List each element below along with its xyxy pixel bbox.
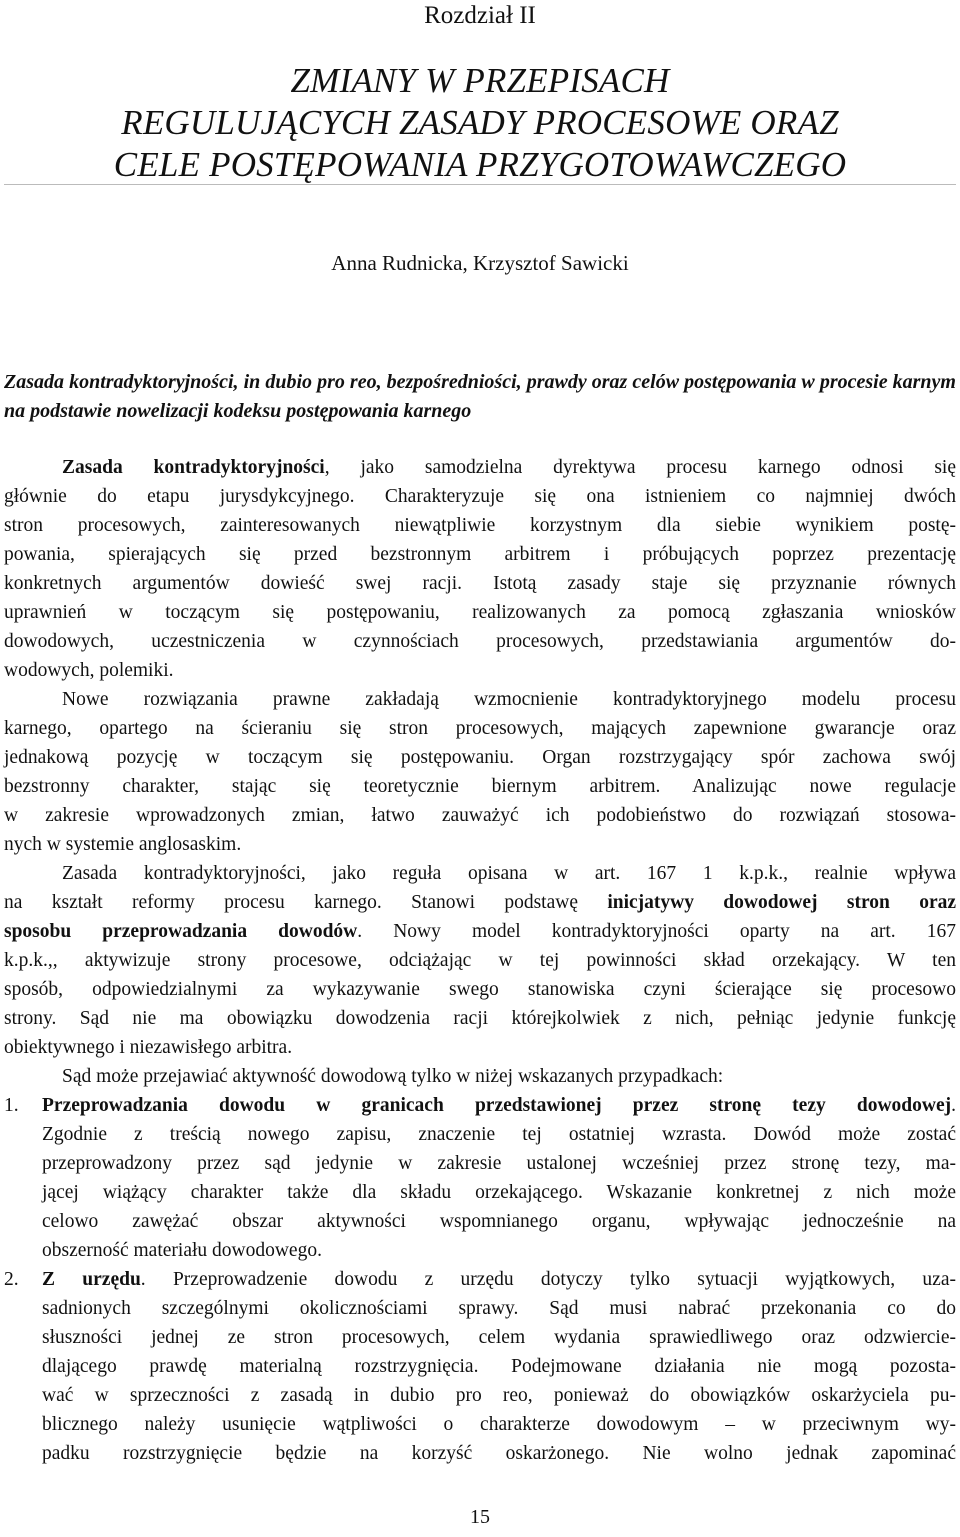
bold-term: sposobu przeprowadzania dowodów — [4, 921, 358, 942]
page-number: 15 — [470, 1506, 490, 1528]
paragraph-line: Zasada kontradyktoryjności, jako samodzielna dyrektywa procesu karnego odnosi się — [62, 457, 956, 478]
paragraph-line: jednakową pozycję w toczącym się postępowaniu. Organ rozstrzygający spór zachowa swój — [4, 747, 956, 768]
paragraph-line: sposobu przeprowadzania dowodów. Nowy model kontradyktoryjności oparty na art. 167 — [4, 921, 957, 942]
body-text — [4, 453, 956, 1468]
bold-term: Z urzędu — [42, 1269, 141, 1290]
list-item — [4, 1091, 956, 1265]
paragraph-line: obszerność materiału dowodowego. — [42, 1240, 322, 1261]
paragraph-line: dowodowych, uczestniczenia w czynnościach procesowych, przedstawiania argumentów do- — [4, 631, 956, 652]
paragraph-line: strony. Sąd nie ma obowiązku dowodzenia racji którejkolwiek z nich, pełniąc jedynie funkcję — [4, 1008, 956, 1029]
paragraph-line: Zgodnie z treścią nowego zapisu, znaczenie tej ostatniej wzrasta. Dowód może zostać — [42, 1124, 956, 1145]
paragraph-line: obiektywnego i niezawisłego arbitra. — [4, 1037, 293, 1058]
list-number: 2. — [4, 1269, 19, 1290]
paragraph-line: konkretnych argumentów dowieść swej racji. Istotą zasady staje się przyznanie równych — [4, 573, 956, 594]
paragraph-line: Zasada kontradyktoryjności, jako reguła opisana w art. 167 1 k.p.k., realnie wpływa — [62, 863, 956, 884]
paragraph-line: jącej wiążący charakter także dla składu orzekającego. Wskazanie konkretnej z nich może — [42, 1182, 956, 1203]
paragraph-line: wodowych, polemiki. — [4, 660, 174, 681]
title-divider — [4, 184, 956, 185]
authors: Anna Rudnicka, Krzysztof Sawicki — [331, 251, 629, 275]
paragraph-line: sadnionych szczególnymi okolicznościami sprawy. Sąd musi nabrać przekonania co do — [42, 1298, 956, 1319]
paragraph-line: wać w sprzeczności z zasadą in dubio pro reo, ponieważ do obowiązków oskarżyciela pu- — [42, 1385, 956, 1406]
paragraph-line: głównie do etapu jurysdykcyjnego. Charakteryzuje się ona istnieniem co najmniej dwóch — [4, 486, 956, 507]
title-line: ZMIANY W PRZEPISACH — [290, 61, 670, 100]
paragraph-line: blicznego należy usunięcie wątpliwości o charakterze dowodowym – w przeciwnym wy- — [42, 1414, 956, 1435]
title-line: REGULUJĄCYCH ZASADY PROCESOWE ORAZ — [121, 103, 839, 142]
paragraph-line: nych w systemie anglosaskim. — [4, 834, 242, 855]
paragraph-line: Sąd może przejawiać aktywność dowodową tylko w niżej wskazanych przypadkach: — [62, 1066, 724, 1087]
paragraph-line: sposób, odpowiedzialnymi za wykazywanie swego stanowiska czyni ścierające się procesowo — [4, 979, 956, 1000]
paragraph-line: karnego, opartego na ścieraniu się stron procesowych, mających zapewnione gwarancje oraz — [4, 718, 956, 739]
paragraph-line: przeprowadzony przez sąd jedynie w zakresie ustalonej wcześniej przez stronę tezy, ma- — [42, 1153, 956, 1174]
bold-term: Zasada kontradyktoryjności — [62, 457, 325, 478]
paragraph-line: Z urzędu. Przeprowadzenie dowodu z urzędu dotyczy tylko sytuacji wyjątkowych, uza- — [42, 1269, 956, 1290]
paragraph-line: stron procesowych, zainteresowanych niewątpliwie korzystnym dla siebie wynikiem postę- — [4, 515, 956, 536]
paragraph-line: k.p.k.,, aktywizuje strony procesowe, odciążając w tej powinności skład orzekający. W ten — [4, 950, 956, 971]
bold-term: inicjatywy dowodowej stron oraz — [607, 892, 956, 913]
section-heading: Zasada kontradyktoryjności, in dubio pro reo, bezpośredniości, prawdy oraz celów postępowania w procesie karnym na podstawie nowelizacji kodeksu postępowania karnego — [4, 371, 956, 422]
bold-term: Przeprowadzania dowodu w granicach przedstawionej przez stronę tezy dowodowej — [42, 1095, 952, 1116]
paragraph-line: Nowe rozwiązania prawne zakładają wzmocnienie kontradyktoryjnego modelu procesu — [62, 689, 956, 710]
paragraph-line: powania, spierających się przed bezstronnym arbitrem i próbujących poprzez prezentację — [4, 544, 956, 565]
paragraph-line: uprawnień w toczącym się postępowaniu, realizowanych za pomocą zgłaszania wniosków — [4, 602, 956, 623]
title-line: CELE POSTĘPOWANIA PRZYGOTOWAWCZEGO — [113, 145, 847, 184]
paragraph-line: bezstronny charakter, stając się teoretycznie biernym arbitrem. Analizując nowe regulacje — [4, 776, 956, 797]
paragraph-line: Przeprowadzania dowodu w granicach przedstawionej przez stronę tezy dowodowej. — [42, 1095, 956, 1116]
paragraph-line: w zakresie wprowadzonych zmian, łatwo zauważyć ich podobieństwo do rozwiązań stosowa- — [4, 805, 956, 826]
list-item — [4, 1265, 956, 1468]
paragraph-line: celowo zawężać obszar aktywności wspomnianego organu, wpływając jednocześnie na — [42, 1211, 956, 1232]
paragraph-line: na kształt reformy procesu karnego. Stanowi podstawę inicjatywy dowodowej stron oraz — [4, 892, 956, 913]
list-number: 1. — [4, 1095, 19, 1116]
paragraph-line: słuszności jednej ze stron procesowych, celem wydania sprawiedliwego oraz odzwiercie- — [42, 1327, 956, 1348]
paragraph-line: padku rozstrzygnięcie będzie na korzyść oskarżonego. Nie wolno jednak zapominać — [42, 1443, 956, 1464]
chapter-label: Rozdział II — [424, 2, 536, 29]
paragraph-line: dlającego prawdę materialną rozstrzygnięcia. Podejmowane działania nie mogą pozosta- — [42, 1356, 956, 1377]
chapter-title — [0, 60, 960, 186]
